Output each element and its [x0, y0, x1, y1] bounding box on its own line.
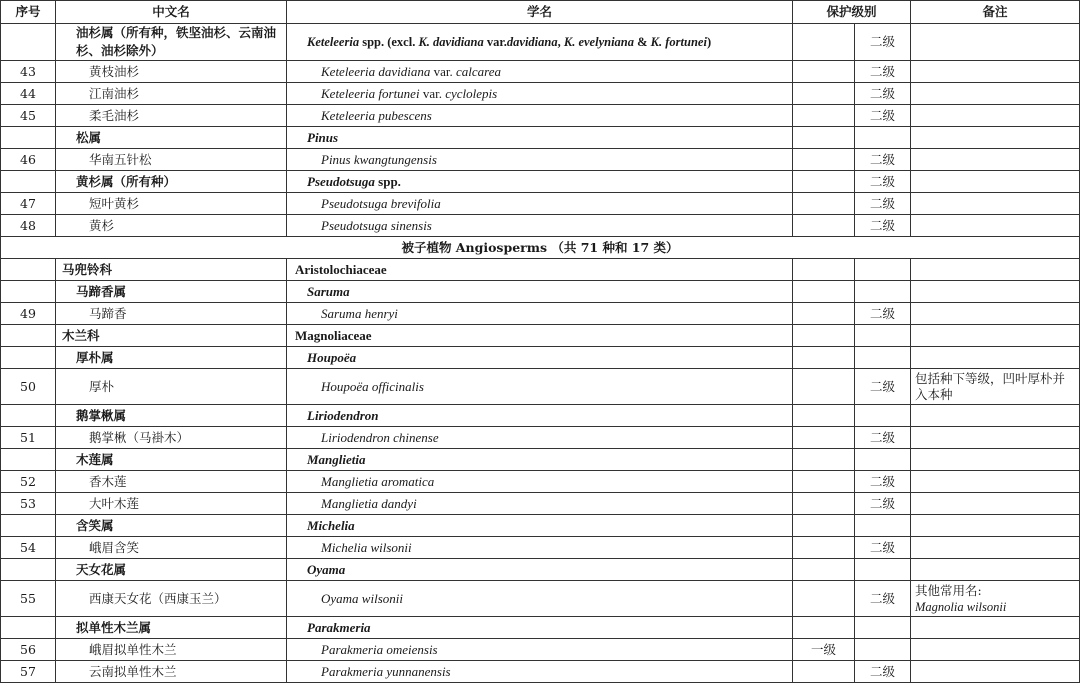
table-row [1, 427, 1080, 449]
level-1 [793, 281, 855, 303]
level-1 [793, 515, 855, 537]
scientific-name: Parakmeria yunnanensis [287, 661, 793, 683]
note [911, 281, 1080, 303]
note [911, 617, 1080, 639]
scientific-name: Saruma [287, 281, 793, 303]
chinese-name: 短叶黄杉 [56, 193, 287, 215]
row-index [1, 24, 56, 61]
level-2: 二级 [855, 24, 911, 61]
scientific-name: Saruma henryi [287, 303, 793, 325]
level-1: 一级 [793, 639, 855, 661]
level-2: 二级 [855, 537, 911, 559]
level-2 [855, 449, 911, 471]
note [911, 83, 1080, 105]
row-index [1, 449, 56, 471]
level-1 [793, 24, 855, 61]
chinese-name: 马蹄香属 [56, 281, 287, 303]
row-index [1, 617, 56, 639]
note [911, 661, 1080, 683]
table-row [1, 347, 1080, 369]
scientific-name: Houpoëa officinalis [287, 369, 793, 405]
note [911, 581, 1080, 617]
note: 包括种下等级，凹叶厚朴并入本种 [911, 369, 1080, 405]
chinese-name: 木莲属 [56, 449, 287, 471]
level-2: 二级 [855, 215, 911, 237]
row-index: 46 [1, 149, 56, 171]
chinese-name: 天女花属 [56, 559, 287, 581]
level-2: 二级 [855, 303, 911, 325]
chinese-name: 峨眉含笑 [56, 537, 287, 559]
table-row [1, 259, 1080, 281]
row-index [1, 347, 56, 369]
chinese-name: 大叶木莲 [56, 493, 287, 515]
row-index [1, 171, 56, 193]
scientific-name: Michelia wilsonii [287, 537, 793, 559]
header-index: 序号 [1, 1, 56, 24]
level-2: 二级 [855, 427, 911, 449]
scientific-name: Keteleeria davidiana var. calcarea [287, 61, 793, 83]
scientific-name: Oyama [287, 559, 793, 581]
chinese-name: 鹅掌楸属 [56, 405, 287, 427]
section-row [1, 237, 1080, 259]
level-2 [855, 617, 911, 639]
level-2 [855, 559, 911, 581]
level-1 [793, 581, 855, 617]
note [911, 325, 1080, 347]
level-1 [793, 537, 855, 559]
note [911, 471, 1080, 493]
note [911, 559, 1080, 581]
chinese-name: 拟单性木兰属 [56, 617, 287, 639]
note [911, 405, 1080, 427]
table-row [1, 61, 1080, 83]
table-row [1, 149, 1080, 171]
scientific-name: Keteleeria pubescens [287, 105, 793, 127]
level-1 [793, 369, 855, 405]
scientific-name: Houpoëa [287, 347, 793, 369]
table-row [1, 493, 1080, 515]
chinese-name: 厚朴 [56, 369, 287, 405]
scientific-name: Aristolochiaceae [287, 259, 793, 281]
level-1 [793, 449, 855, 471]
scientific-name: Liriodendron [287, 405, 793, 427]
level-2: 二级 [855, 193, 911, 215]
row-index: 51 [1, 427, 56, 449]
chinese-name: 鹅掌楸（马褂木） [56, 427, 287, 449]
row-index: 47 [1, 193, 56, 215]
table-row [1, 127, 1080, 149]
chinese-name: 油杉属（所有种，铁坚油杉、云南油杉、油杉除外） [56, 24, 287, 61]
row-index: 53 [1, 493, 56, 515]
level-1 [793, 61, 855, 83]
note [911, 449, 1080, 471]
row-index [1, 559, 56, 581]
chinese-name: 香木莲 [56, 471, 287, 493]
level-2: 二级 [855, 61, 911, 83]
table-row [1, 471, 1080, 493]
table-row [1, 83, 1080, 105]
level-1 [793, 83, 855, 105]
row-index: 54 [1, 537, 56, 559]
chinese-name: 马兜铃科 [56, 259, 287, 281]
note [911, 61, 1080, 83]
level-1 [793, 427, 855, 449]
row-index [1, 515, 56, 537]
note [911, 537, 1080, 559]
note [911, 639, 1080, 661]
section-heading: 被子植物 Angiosperms （共 71 种和 17 类） [1, 237, 1080, 259]
row-index: 52 [1, 471, 56, 493]
level-2 [855, 259, 911, 281]
level-1 [793, 193, 855, 215]
table-row [1, 661, 1080, 683]
header-row [1, 1, 1080, 24]
scientific-name: Pinus [287, 127, 793, 149]
row-index [1, 405, 56, 427]
table-row [1, 281, 1080, 303]
level-2 [855, 127, 911, 149]
level-1 [793, 105, 855, 127]
chinese-name: 柔毛油杉 [56, 105, 287, 127]
scientific-name: Parakmeria omeiensis [287, 639, 793, 661]
level-1 [793, 171, 855, 193]
table-row [1, 639, 1080, 661]
row-index: 44 [1, 83, 56, 105]
level-2 [855, 347, 911, 369]
scientific-name: Magnoliaceae [287, 325, 793, 347]
level-1 [793, 325, 855, 347]
level-1 [793, 617, 855, 639]
row-index [1, 281, 56, 303]
level-2: 二级 [855, 171, 911, 193]
level-2: 二级 [855, 661, 911, 683]
level-2 [855, 281, 911, 303]
note [911, 347, 1080, 369]
row-index: 50 [1, 369, 56, 405]
row-index: 45 [1, 105, 56, 127]
note [911, 427, 1080, 449]
chinese-name: 马蹄香 [56, 303, 287, 325]
table-row [1, 617, 1080, 639]
row-index [1, 127, 56, 149]
header-protection-level: 保护级别 [793, 1, 911, 24]
scientific-name: Pseudotsuga spp. [287, 171, 793, 193]
chinese-name: 黄枝油杉 [56, 61, 287, 83]
table-row [1, 215, 1080, 237]
note [911, 127, 1080, 149]
note [911, 303, 1080, 325]
row-index: 57 [1, 661, 56, 683]
table-row [1, 581, 1080, 617]
level-1 [793, 215, 855, 237]
row-index [1, 325, 56, 347]
scientific-name: Keteleeria spp. (excl. K. davidiana var.davidiana, K. evelyniana & K. fortunei) [287, 24, 793, 61]
level-1 [793, 559, 855, 581]
chinese-name: 云南拟单性木兰 [56, 661, 287, 683]
scientific-name: Manglietia aromatica [287, 471, 793, 493]
scientific-name: Manglietia [287, 449, 793, 471]
note [911, 493, 1080, 515]
level-1 [793, 661, 855, 683]
level-2: 二级 [855, 105, 911, 127]
level-1 [793, 149, 855, 171]
chinese-name: 木兰科 [56, 325, 287, 347]
note [911, 215, 1080, 237]
chinese-name: 松属 [56, 127, 287, 149]
note [911, 259, 1080, 281]
note-synonym: Magnolia wilsonii [915, 599, 1007, 614]
level-1 [793, 259, 855, 281]
table-row [1, 303, 1080, 325]
scientific-name: Pseudotsuga sinensis [287, 215, 793, 237]
chinese-name: 江南油杉 [56, 83, 287, 105]
level-1 [793, 471, 855, 493]
level-1 [793, 405, 855, 427]
scientific-name: Pinus kwangtungensis [287, 149, 793, 171]
table-row [1, 537, 1080, 559]
scientific-name: Oyama wilsonii [287, 581, 793, 617]
scientific-name: Parakmeria [287, 617, 793, 639]
note [911, 193, 1080, 215]
table-row [1, 325, 1080, 347]
scientific-name: Michelia [287, 515, 793, 537]
chinese-name: 厚朴属 [56, 347, 287, 369]
level-1 [793, 347, 855, 369]
level-2: 二级 [855, 471, 911, 493]
level-2: 二级 [855, 83, 911, 105]
header-scientific-name: 学名 [287, 1, 793, 24]
chinese-name: 黄杉 [56, 215, 287, 237]
row-index: 56 [1, 639, 56, 661]
table-row [1, 193, 1080, 215]
note [911, 24, 1080, 61]
table-row [1, 24, 1080, 61]
note-label: 其他常用名: [915, 582, 982, 598]
note [911, 171, 1080, 193]
scientific-name: Manglietia dandyi [287, 493, 793, 515]
level-1 [793, 127, 855, 149]
scientific-name: Pseudotsuga brevifolia [287, 193, 793, 215]
row-index: 43 [1, 61, 56, 83]
table-row [1, 171, 1080, 193]
level-1 [793, 303, 855, 325]
level-2: 二级 [855, 149, 911, 171]
scientific-name: Keteleeria fortunei var. cyclolepis [287, 83, 793, 105]
level-2 [855, 325, 911, 347]
level-2 [855, 405, 911, 427]
row-index: 49 [1, 303, 56, 325]
note [911, 515, 1080, 537]
header-chinese-name: 中文名 [56, 1, 287, 24]
table-row [1, 105, 1080, 127]
chinese-name: 华南五针松 [56, 149, 287, 171]
note [911, 105, 1080, 127]
level-2 [855, 639, 911, 661]
header-notes: 备注 [911, 1, 1080, 24]
table-row [1, 405, 1080, 427]
row-index: 48 [1, 215, 56, 237]
chinese-name: 含笑属 [56, 515, 287, 537]
chinese-name: 西康天女花（西康玉兰） [56, 581, 287, 617]
chinese-name: 峨眉拟单性木兰 [56, 639, 287, 661]
row-index: 55 [1, 581, 56, 617]
level-2: 二级 [855, 493, 911, 515]
level-2 [855, 515, 911, 537]
level-2: 二级 [855, 369, 911, 405]
row-index [1, 259, 56, 281]
table-row [1, 449, 1080, 471]
scientific-name: Liriodendron chinense [287, 427, 793, 449]
level-1 [793, 493, 855, 515]
note [911, 149, 1080, 171]
level-2: 二级 [855, 581, 911, 617]
table-row [1, 369, 1080, 405]
table-row [1, 559, 1080, 581]
chinese-name: 黄杉属（所有种） [56, 171, 287, 193]
table-row [1, 515, 1080, 537]
